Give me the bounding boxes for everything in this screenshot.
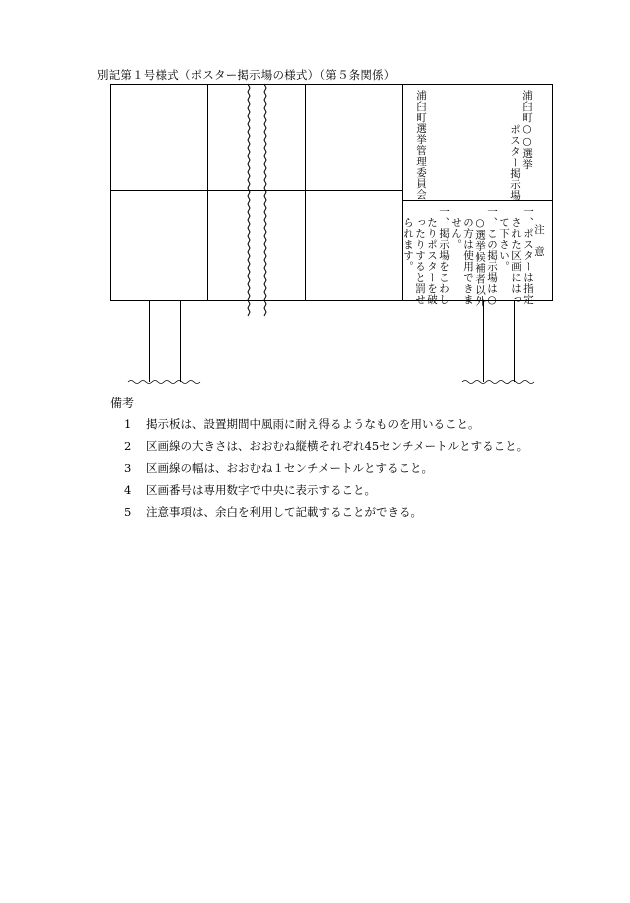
note-item: [124, 460, 433, 476]
notice-line: 一、掲示場をこわし: [438, 206, 450, 305]
note-text: 区画線の幅は、おおむね１センチメートルとすること。: [146, 461, 434, 475]
notice-line: ったりすると罰せ: [414, 206, 426, 305]
board-title: 浦臼町○○選挙: [521, 90, 533, 170]
note-number: 3: [124, 461, 132, 475]
note-text: 区画線の大きさは、おおむね縦横それぞれ45センチメートルとすること。: [146, 439, 529, 453]
notes-heading: 備考: [110, 396, 135, 410]
note-item: [124, 482, 376, 498]
note-number: 4: [124, 483, 132, 497]
board-issuer: 浦臼町選挙管理委員会: [415, 90, 427, 200]
note-text: 注意事項は、余白を利用して記載することができる。: [146, 505, 422, 519]
break-line: [248, 84, 250, 316]
notice-line: たりポスターを破: [426, 206, 438, 305]
notice-line: の方は使用できま: [462, 206, 474, 305]
note-item: [124, 416, 480, 432]
ground-line: [128, 381, 200, 384]
notice-line: せん。: [450, 206, 462, 250]
note-item: [124, 438, 528, 454]
notice-line: ○選挙候補者以外: [474, 206, 486, 307]
notice-heading: 注 意: [533, 224, 545, 257]
notice-line: られます。: [402, 206, 414, 272]
note-number: 1: [124, 417, 132, 431]
note-number: 2: [124, 439, 132, 453]
note-text: 掲示板は、設置期間中風雨に耐え得るようなものを用いること。: [146, 417, 480, 431]
form-caption: 別記第１号様式（ポスター掲示場の様式）（第５条関係）: [97, 68, 396, 82]
notice-line: 一、この掲示場は○: [486, 206, 498, 307]
notice-line: された区画にはっ: [510, 206, 522, 305]
break-line: [264, 84, 266, 316]
ground-line: [462, 381, 534, 384]
board-subtitle: ポスター掲示場: [509, 124, 521, 201]
note-number: 5: [124, 505, 132, 519]
note-text: 区画番号は専用数字で中央に表示すること。: [146, 483, 376, 497]
notice-line: 一、ポスターは指定: [522, 206, 534, 305]
notice-line: て下さい。: [498, 206, 510, 272]
note-item: [124, 504, 422, 520]
